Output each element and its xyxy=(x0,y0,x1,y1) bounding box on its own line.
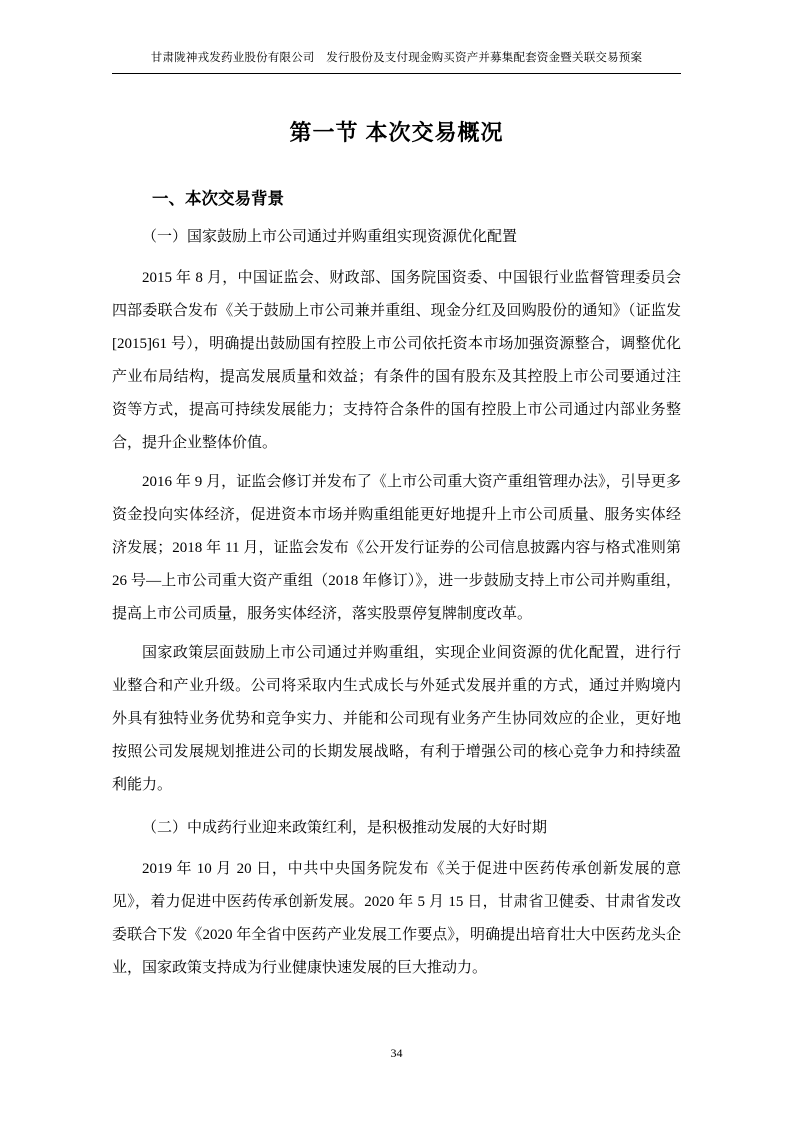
section-heading: 一、本次交易背景 xyxy=(152,190,284,208)
subsection-heading-2: （二）中成药行业迎来政策红利，是积极推动发展的大好时期 xyxy=(142,820,548,836)
subsection-heading-1: （一）国家鼓励上市公司通过并购重组实现资源优化配置 xyxy=(142,229,518,245)
paragraph-4: 2019 年 10 月 20 日，中共中央国务院发布《关于促进中医药传承创新发展的意见》，着力促进中医药传承创新发展。2020 年 5 月 15 日，甘肃省卫健委、甘肃省发改委联合下发《2020 年全省中医药产业发展工作要点》，明确提出培育壮大中医药龙头企业，国家政策支持成为行业健康快速发展的巨大推动力。 xyxy=(112,861,681,976)
page-number: 34 xyxy=(390,1046,403,1060)
paragraph-2: 2016 年 9 月，证监会修订并发布了《上市公司重大资产重组管理办法》，引导更多资金投向实体经济，促进资本市场并购重组能更好地提升上市公司质量、服务实体经济发展；2018 年 11 月，证监会发布《公开发行证券的公司信息披露内容与格式准则第 26 号—上市公司重大资产重组（2018 年修订）》，进一步鼓励支持上市公司并购重组，提高上市公司质量，服务实体经济，落实股票停复牌制度改革。 xyxy=(112,474,681,622)
paragraph-3: 国家政策层面鼓励上市公司通过并购重组，实现企业间资源的优化配置，进行行业整合和产业升级。公司将采取内生式成长与外延式发展并重的方式，通过并购境内外具有独特业务优势和竞争实力、并能和公司现有业务产生协同效应的企业，更好地按照公司发展规划推进公司的长期发展战略，有利于增强公司的核心竞争力和持续盈利能力。 xyxy=(112,645,681,793)
paragraph-1: 2015 年 8 月，中国证监会、财政部、国务院国资委、中国银行业监督管理委员会四部委联合发布《关于鼓励上市公司兼并重组、现金分红及回购股份的通知》（证监发[2015]61 号），明确提出鼓励国有控股上市公司依托资本市场加强资源整合，调整优化产业布局结构，提高发展质量和效益；有条件的国有股东及其控股上市公司要通过注资等方式，提高可持续发展能力；支持符合条件的国有控股上市公司通过内部业务整合，提升企业整体价值。 xyxy=(112,270,681,451)
chapter-title: 第一节 本次交易概况 xyxy=(289,120,504,145)
running-header: 甘肃陇神戎发药业股份有限公司 发行股份及支付现金购买资产并募集配套资金暨关联交易预案 xyxy=(112,50,681,74)
